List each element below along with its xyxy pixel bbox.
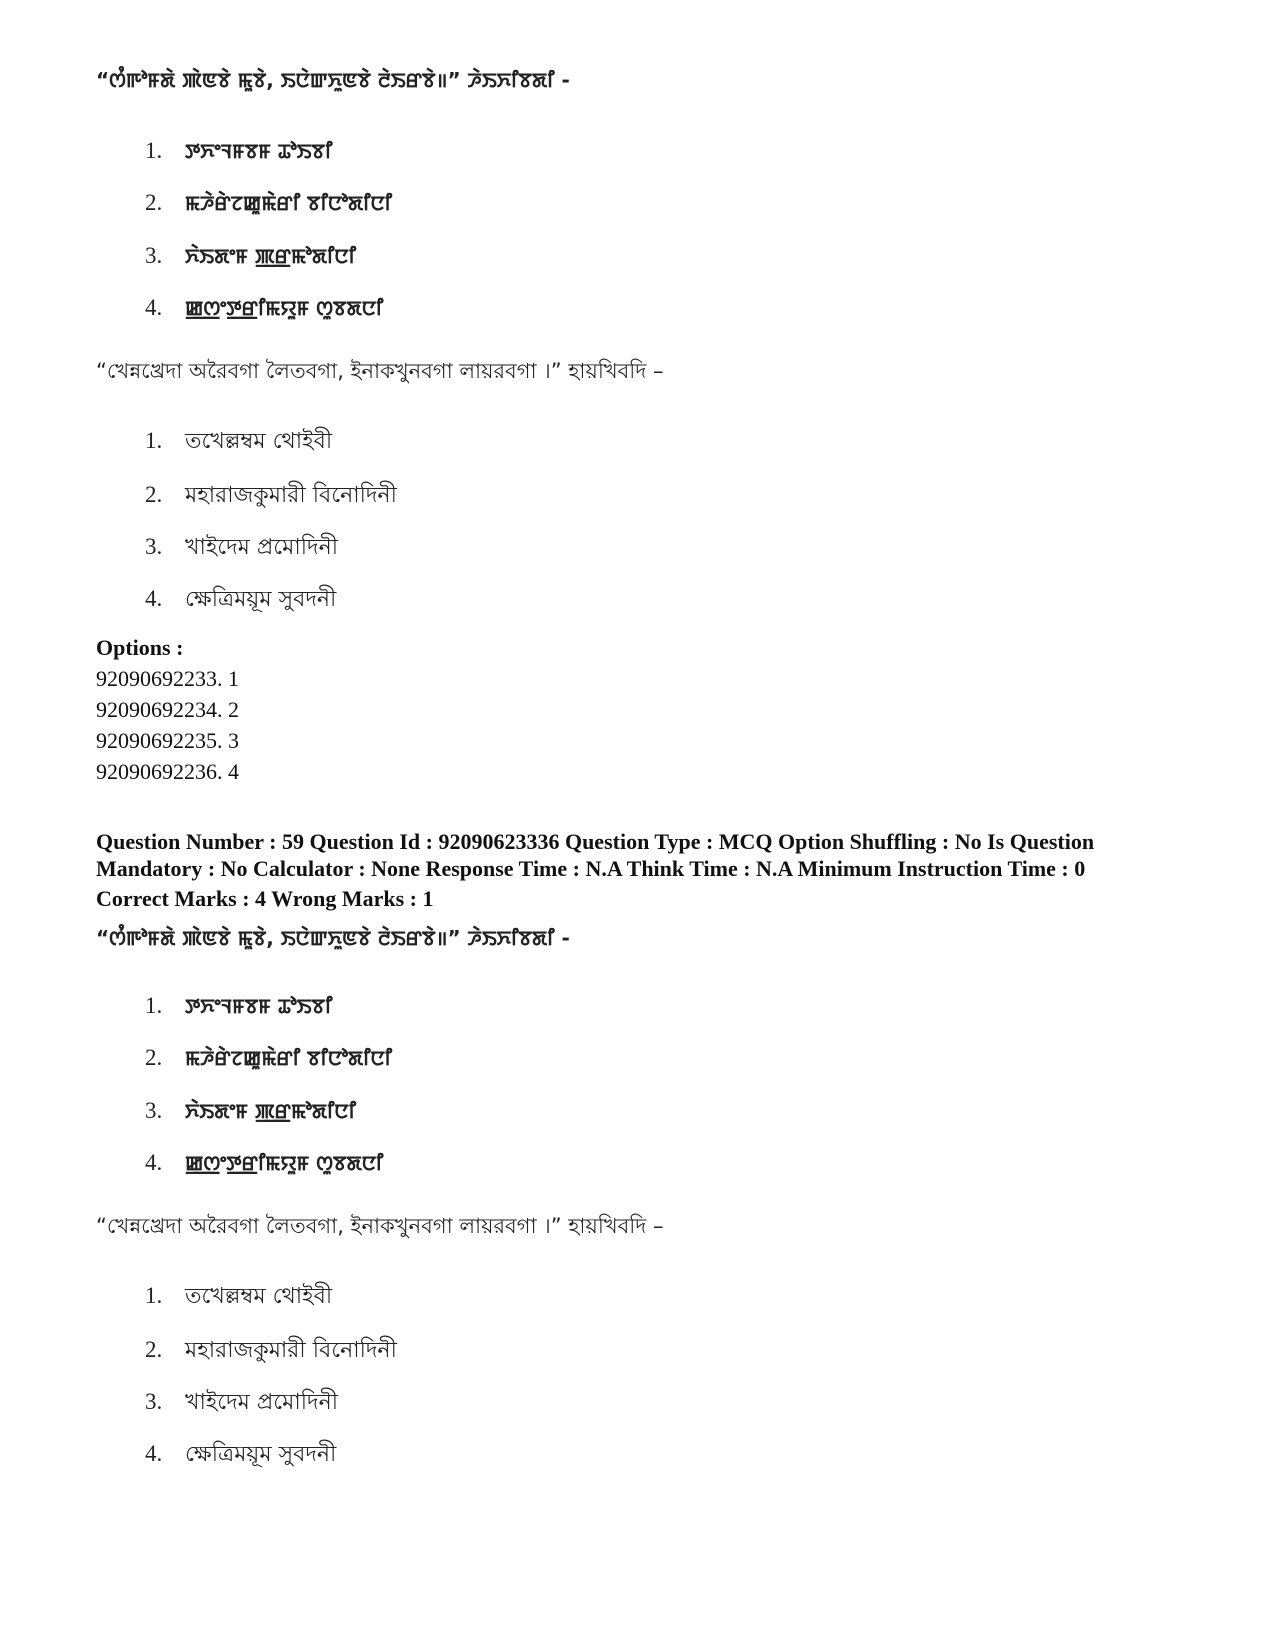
option-id-2: 92090692234. 2 [96, 697, 239, 722]
option-text: ক্ষেত্রিময়ূম সুবদনী [185, 587, 337, 612]
mm-option-1-3 [145, 243, 356, 270]
bn-option-2-2 [145, 1333, 397, 1370]
question-meta [96, 828, 1196, 912]
bn-option-1-2 [145, 478, 397, 515]
option-text: তখেল্লম্বম থোইবী [185, 429, 333, 454]
option-id-3: 92090692235. 3 [96, 728, 239, 753]
option-number: 2. [145, 482, 163, 507]
option-id-4: 92090692236. 4 [96, 759, 239, 784]
bn-option-1-1 [145, 424, 332, 461]
question-meta-line-2: Mandatory : No Calculator : None Response Time : N.A Think Time : N.A Minimum Instruction Time : 0 [96, 856, 1086, 881]
options-heading: Options : [96, 635, 184, 660]
bn-option-1-3 [145, 530, 338, 567]
question-meta-line-3: Correct Marks : 4 Wrong Marks : 1 [96, 886, 434, 911]
option-number: 1. [145, 138, 163, 163]
option-number: 3. [145, 534, 163, 559]
option-text: মহারাজকুমারী বিনোদিনী [185, 483, 397, 508]
option-number: 2. [145, 1337, 163, 1362]
bn-question-1: “খেন্নখ্রেদা অরৈবগা লৈতবগা, ইনাকখুনবগা লায়রবগা ।” হায়খিবদি – [96, 359, 664, 383]
mm-option-2-3 [145, 1098, 356, 1125]
option-number: 2. [145, 190, 163, 215]
bn-option-2-4 [145, 1437, 336, 1474]
option-text: ꯈꯥꯏꯗꯦꯝ ꯄ꯭ꯔꯃꯣꯗꯤꯅꯤ [185, 244, 356, 268]
option-text: ꯈꯥꯏꯗꯦꯝ ꯄ꯭ꯔꯃꯣꯗꯤꯅꯤ [185, 1099, 356, 1123]
option-number: 3. [145, 243, 163, 268]
option-number: 3. [145, 1389, 163, 1414]
option-text: ꯀ꯭ꯁꯦꯇ꯭ꯔꯤꯃꯌꯨꯝ ꯁꯨꯕꯗꯅꯤ [185, 1151, 384, 1175]
option-number: 2. [145, 1045, 163, 1070]
option-number: 4. [145, 295, 163, 320]
option-number: 3. [145, 1098, 163, 1123]
mm-question-2: “ꯁꯪꯒꯣꯝꯗꯥ ꯄꯥꯟꯕꯥ ꯃꯨꯕꯥ, ꯏꯅꯥꯛꯈꯨꯟꯕꯥ ꯂꯥꯏꯔꯕꯥ॥” ꯍꯥꯏꯈꯤꯕꯗꯤ - [96, 926, 570, 950]
bn-option-1-4 [145, 582, 336, 619]
option-text: ꯃꯍꯥꯔꯥꯖꯀꯨꯃꯥꯔꯤ ꯕꯤꯅꯣꯗꯤꯅꯤ [185, 191, 393, 215]
option-text: খাইদেম প্রমোদিনী [185, 1390, 339, 1415]
option-number: 1. [145, 428, 163, 453]
option-number: 1. [145, 993, 163, 1018]
mm-option-2-1 [145, 993, 332, 1020]
mm-option-2-2 [145, 1045, 392, 1072]
option-text: খাইদেম প্রমোদিনী [185, 535, 339, 560]
mm-option-1-2 [145, 190, 392, 217]
option-text: ꯃꯍꯥꯔꯥꯖꯀꯨꯃꯥꯔꯤ ꯕꯤꯅꯣꯗꯤꯅꯤ [185, 1046, 393, 1070]
option-text: তখেল্লম্বম থোইবী [185, 1284, 333, 1309]
bn-option-2-1 [145, 1279, 332, 1316]
mm-option-1-4 [145, 295, 383, 322]
option-id-1: 92090692233. 1 [96, 666, 239, 691]
question-meta-line-1: Question Number : 59 Question Id : 92090623336 Question Type : MCQ Option Shuffling : No Is Question [96, 829, 1095, 854]
option-text: মহারাজকুমারী বিনোদিনী [185, 1338, 397, 1363]
option-text: ꯇꯈꯦꯜꯝꯕꯝ ꯊꯣꯏꯕꯤ [185, 139, 333, 163]
mm-option-1-1 [145, 138, 332, 165]
option-text: ꯀ꯭ꯁꯦꯇ꯭ꯔꯤꯃꯌꯨꯝ ꯁꯨꯕꯗꯅꯤ [185, 296, 384, 320]
option-number: 4. [145, 1150, 163, 1175]
bn-question-2: “খেন্নখ্রেদা অরৈবগা লৈতবগা, ইনাকখুনবগা লায়রবগা ।” হায়খিবদি – [96, 1214, 664, 1238]
option-number: 4. [145, 586, 163, 611]
mm-question-1: “ꯁꯪꯒꯣꯝꯗꯥ ꯄꯥꯟꯕꯥ ꯃꯨꯕꯥ, ꯏꯅꯥꯛꯈꯨꯟꯕꯥ ꯂꯥꯏꯔꯕꯥ॥” ꯍꯥꯏꯈꯤꯕꯗꯤ - [96, 68, 570, 92]
option-number: 1. [145, 1283, 163, 1308]
option-number: 4. [145, 1441, 163, 1466]
option-text: ক্ষেত্রিময়ূম সুবদনী [185, 1442, 337, 1467]
mm-option-2-4 [145, 1150, 383, 1177]
bn-option-2-3 [145, 1385, 338, 1422]
option-text: ꯇꯈꯦꯜꯝꯕꯝ ꯊꯣꯏꯕꯤ [185, 994, 333, 1018]
